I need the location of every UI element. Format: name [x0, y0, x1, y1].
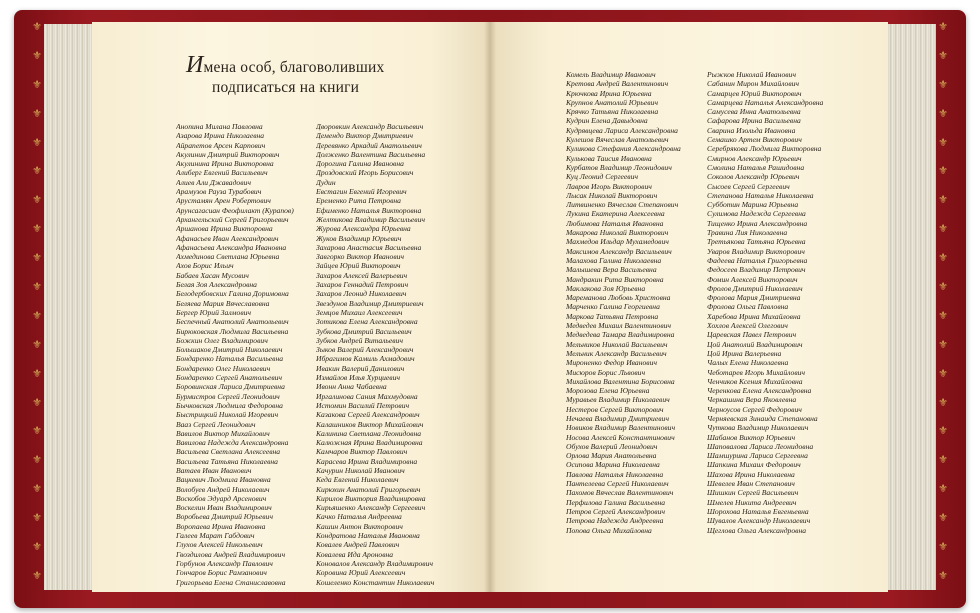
fleur-de-lis-icon: ⚜	[32, 107, 42, 120]
subscriber-name: Григорьева Елена Станиславовна	[176, 577, 286, 587]
subscriber-name: Кретова Андрей Валентинович	[566, 79, 669, 89]
subscriber-name: Лавров Игорь Викторович	[566, 181, 652, 191]
subscriber-name: Маклакова Зоя Юрьевна	[566, 283, 646, 293]
subscriber-name: Шабанов Виктор Юрьевич	[707, 432, 796, 442]
subscriber-name: Соколов Александр Юрьевич	[707, 172, 800, 182]
subscriber-name: Третьякова Татьяна Юрьевна	[707, 237, 806, 247]
subscriber-name: Морозова Елена Юрьевна	[566, 386, 650, 396]
fleur-de-lis-icon: ⚜	[938, 194, 948, 207]
subscriber-name: Перфилова Галина Васильевна	[566, 497, 666, 507]
subscriber-name: Зубкова Дмитрий Васильевич	[316, 326, 412, 336]
subscriber-name: Завгорко Виктор Иванович	[316, 252, 405, 262]
subscriber-name: Калашников Виктор Михайлович	[316, 419, 424, 429]
subscriber-name: Калинина Светлана Леонидовна	[316, 428, 422, 438]
subscriber-name: Вавилова Надежда Александровна	[176, 438, 289, 448]
fleur-de-lis-icon: ⚜	[938, 454, 948, 467]
subscriber-name: Арамузов Рауза Турабович	[176, 187, 262, 197]
subscriber-name: Крячко Татьяна Николаевна	[566, 107, 659, 117]
subscriber-name: Земцов Михаил Алексеевич	[316, 307, 403, 317]
subscriber-name: Сулимова Надежда Сергеевна	[707, 209, 806, 219]
subscriber-name: Медведева Тамара Владимировна	[566, 330, 675, 340]
subscriber-name: Архангельский Сергей Григорьевич	[176, 214, 289, 224]
subscriber-name: Самарцева Наталья Александровна	[707, 97, 824, 107]
subscriber-name: Смолина Наталья Рашидовна	[707, 162, 805, 172]
subscriber-name: Кулешов Вячеслав Анатольевич	[566, 135, 669, 145]
subscriber-name: Щеглова Ольга Александровна	[707, 525, 807, 535]
subscriber-name: Истомин Василий Петрович	[316, 400, 410, 410]
subscriber-name: Кашин Антон Викторович	[316, 521, 403, 531]
fleur-de-lis-icon: ⚜	[32, 541, 42, 554]
subscriber-name: Шахова Ирина Николаевна	[707, 469, 795, 479]
subscriber-name: Фадеева Наталья Григорьевна	[707, 255, 808, 265]
subscriber-name: Быстрицкий Николай Игоревич	[176, 410, 279, 420]
fleur-de-lis-icon: ⚜	[32, 367, 42, 380]
subscriber-name: Качко Наталья Андреевна	[316, 512, 402, 522]
subscriber-name: Фролова Ольга Павловна	[707, 302, 789, 312]
subscriber-name: Качурин Николай Иванович	[316, 465, 405, 475]
subscriber-name: Долженко Валентина Васильевна	[316, 149, 426, 159]
subscriber-name: Марченко Галина Георгиевна	[566, 302, 660, 312]
subscriber-name: Курбатов Владимир Леонидович	[566, 162, 672, 172]
book-gutter	[484, 22, 496, 592]
subscriber-name: Ивакин Валерий Данилович	[316, 363, 405, 373]
subscriber-name: Зубков Андрей Витальевич	[316, 335, 403, 345]
subscriber-name: Степанова Наталья Николаевна	[707, 190, 814, 200]
subscriber-name: Васильева Татьяна Николаевна	[176, 456, 278, 466]
subscriber-name: Цой Анатолий Владимирович	[707, 339, 803, 349]
fleur-de-lis-icon: ⚜	[32, 194, 42, 207]
subscriber-name: Глухов Алексей Никольевич	[176, 540, 263, 550]
subscriber-name: Мельников Николай Васильевич	[566, 339, 668, 349]
subscriber-name: Кирилов Виктория Владимировна	[316, 493, 426, 503]
subscriber-name: Дроздовский Игорь Борисович	[316, 168, 414, 178]
subscriber-name: Павлова Наталья Николаевна	[566, 469, 664, 479]
subscriber-name: Мареманова Любовь Христовна	[566, 293, 671, 303]
subscriber-name: Белая Зоя Александровна	[176, 280, 257, 290]
subscriber-name: Пантелеева Сергей Николаевич	[566, 479, 669, 489]
fleur-de-lis-icon: ⚜	[938, 425, 948, 438]
subscriber-name: Нестеров Сергей Викторович	[566, 404, 664, 414]
subscriber-name: Черенкова Елена Александровна	[707, 386, 812, 396]
subscriber-name: Еременко Рита Петровна	[316, 196, 401, 206]
subscriber-name: Коровина Юрий Алексеевич	[316, 568, 406, 578]
subscriber-name: Крючкова Ирина Юрьевна	[566, 88, 652, 98]
subscriber-name: Воскобов Эдуард Арсенович	[176, 493, 267, 503]
subscriber-name: Лукина Екатерина Алексеевна	[566, 209, 665, 219]
subscriber-name: Вавилов Виктор Михайлович	[176, 428, 270, 438]
subscriber-name: Айрапетов Арсен Карпович	[176, 140, 266, 150]
fleur-de-lis-icon: ⚜	[32, 165, 42, 178]
fleur-de-lis-icon: ⚜	[938, 396, 948, 409]
subscriber-name: Бычковская Людмила Федоровна	[176, 400, 283, 410]
subscriber-name: Комель Владимир Иванович	[566, 70, 656, 79]
subscriber-name: Обухов Валерий Леонидович	[566, 441, 658, 451]
subscriber-name: Мироненко Федор Иванович	[566, 358, 658, 368]
subscriber-name: Петров Сергей Александрович	[566, 506, 666, 516]
subscriber-name: Алиев Али Джавадович	[176, 177, 251, 187]
subscriber-name: Петрова Надежда Андреевна	[566, 516, 664, 526]
fleur-de-lis-icon: ⚜	[938, 338, 948, 351]
subscriber-name: Тищенко Ирина Александровна	[707, 218, 808, 228]
subscriber-name: Захарова Анастасия Васильевна	[316, 242, 422, 252]
heading-initial: И	[186, 52, 204, 78]
subscriber-name: Носова Алексей Константинович	[566, 432, 675, 442]
subscriber-name: Куликова Стефания Александровна	[566, 144, 681, 154]
fleur-de-lis-icon: ⚜	[32, 512, 42, 525]
subscriber-name: Черкашина Вера Яковлевна	[707, 395, 797, 405]
subscriber-name: Крупнов Анатолий Юрьевич	[566, 97, 658, 107]
subscriber-name: Жуков Владимир Юрьевич	[316, 233, 402, 243]
fleur-de-lis-icon: ⚜	[938, 252, 948, 265]
subscriber-name: Травина Лия Николаевна	[707, 228, 788, 238]
subscriber-name: Шамшурина Лариса Сергеевна	[707, 451, 808, 461]
subscriber-name: Фомин Алексей Викторович	[707, 274, 798, 284]
subscriber-name: Акулинин Дмитрий Викторович	[176, 149, 280, 159]
subscriber-name: Афанасьев Иван Александрович	[176, 233, 279, 243]
fleur-de-lis-icon: ⚜	[938, 569, 948, 582]
subscriber-name: Новиков Владимир Валентинович	[566, 423, 676, 433]
subscriber-name: Чуткова Владимир Николаевич	[707, 423, 809, 433]
subscriber-name: Любимова Наталья Ивановна	[566, 218, 664, 228]
names-column-4	[707, 70, 823, 535]
subscriber-name: Литвиненко Вячеслав Степанович	[566, 200, 679, 210]
subscriber-name: Воробьева Дмитрий Юрьевич	[176, 512, 273, 522]
subscriber-name: Алиберг Евгений Васильевич	[176, 168, 268, 178]
subscriber-name: Муравьев Владимир Николаевич	[566, 395, 670, 405]
subscriber-name: Бондаренко Олег Николаевич	[176, 363, 271, 373]
subscriber-name: Лысак Николай Викторович	[566, 190, 658, 200]
fleur-de-lis-icon: ⚜	[32, 21, 42, 33]
subscriber-name: Смирнов Александр Юрьевич	[707, 153, 802, 163]
subscriber-name: Хохлов Алексей Олегович	[707, 321, 788, 331]
subscriber-name: Кудрин Елена Давыдовна	[566, 116, 648, 126]
subscriber-name: Черноусов Сергей Федорович	[707, 404, 802, 414]
fleur-de-lis-icon: ⚜	[938, 512, 948, 525]
subscriber-name: Ковалева Ида Ароновна	[316, 549, 394, 559]
names-column-3	[566, 70, 681, 535]
fleur-de-lis-icon: ⚜	[32, 425, 42, 438]
page-edges-right	[884, 24, 936, 590]
subscriber-name: Осипова Марина Николаевна	[566, 460, 660, 470]
fleur-de-lis-icon: ⚜	[938, 78, 948, 91]
subscriber-name: Сысоев Сергей Сергеевич	[707, 181, 790, 191]
subscriber-name: Серебрякова Людмила Викторовна	[707, 144, 822, 154]
subscriber-name: Ибрагимов Камиль Ахмадович	[316, 354, 415, 364]
right-page	[490, 22, 888, 592]
subscriber-name: Кирьяшенко Александр Сергеевич	[316, 503, 426, 513]
fleur-de-lis-icon: ⚜	[938, 223, 948, 236]
fleur-de-lis-icon: ⚜	[32, 454, 42, 467]
subscriber-name: Воропаева Ирина Ивановна	[176, 521, 266, 531]
subscriber-name: Камчаров Виктор Павлович	[316, 447, 408, 457]
fleur-de-lis-icon: ⚜	[32, 309, 42, 322]
subscriber-name: Вааз Сергей Леонидович	[176, 419, 256, 429]
subscriber-name: Беляева Мария Вячеславовна	[176, 298, 270, 308]
subscriber-name: Царевская Павел Петрович	[707, 330, 797, 340]
subscriber-name: Захаров Алексей Валерьевич	[316, 270, 408, 280]
subscriber-name: Субботин Марина Юрьевна	[707, 200, 799, 210]
subscriber-name: Бергер Юрий Залмович	[176, 307, 252, 317]
fleur-de-lis-icon: ⚜	[938, 165, 948, 178]
subscriber-name: Черняевская Зинаида Степановна	[707, 413, 818, 423]
subscriber-name: Самарцев Юрий Викторович	[707, 88, 802, 98]
subscriber-name: Боровинская Лариса Дмитриевна	[176, 382, 285, 392]
fleur-de-lis-icon: ⚜	[32, 396, 42, 409]
subscriber-name: Беспечный Анатолий Анатольевич	[176, 317, 289, 327]
subscriber-name: Самусева Инна Анатольевна	[707, 107, 801, 117]
subscriber-name: Зыков Валерий Александрович	[316, 345, 414, 355]
subscriber-name: Орлова Мария Анатольевна	[566, 451, 657, 461]
fleur-de-lis-icon: ⚜	[938, 49, 948, 62]
subscriber-name: Воскелин Иван Владимирович	[176, 503, 272, 513]
subscriber-name: Нечаева Владимир Дмитриевич	[566, 413, 669, 423]
subscriber-name: Галеев Марат Габдович	[176, 531, 255, 541]
subscriber-name: Ченчиков Ксения Михайловна	[707, 376, 803, 386]
subscriber-name: Казакова Сергей Александрович	[316, 410, 420, 420]
subscriber-name: Арунсагасиан Феофилакт (Курапов)	[176, 205, 294, 215]
fleur-de-lis-icon: ⚜	[32, 49, 42, 62]
subscriber-name: Шмелев Никита Андреевич	[707, 497, 797, 507]
subscriber-name: Медведев Михаил Валентинович	[566, 321, 672, 331]
subscriber-name: Горбунов Александр Павлович	[176, 558, 273, 568]
subscriber-name: Измайлов Илья Хурциевич	[316, 373, 401, 383]
subscriber-name: Иргалинова Сания Махмудовна	[316, 391, 418, 401]
subscriber-name: Попова Ольга Михайловна	[566, 525, 652, 535]
subscriber-name: Зайцев Юрий Викторович	[316, 261, 401, 271]
subscriber-name: Кеда Евгений Николаевич	[316, 475, 399, 485]
heading-line-2: подписаться на книги	[212, 79, 360, 96]
fleur-de-lis-icon: ⚜	[938, 483, 948, 496]
subscriber-name: Демендо Виктор Дмитриевич	[316, 131, 414, 141]
cover-ornament-right	[936, 22, 950, 582]
subscriber-name: Шишкин Сергей Васильевич	[707, 488, 799, 498]
subscriber-name: Захаров Геннадий Петрович	[316, 280, 409, 290]
fleur-de-lis-icon: ⚜	[32, 252, 42, 265]
subscriber-name: Васильева Светлана Алексеевна	[176, 447, 281, 457]
fleur-de-lis-icon: ⚜	[32, 338, 42, 351]
subscriber-name: Гончаров Борис Рамзанович	[176, 568, 267, 578]
subscriber-name: Аршанова Ирина Викторовна	[176, 224, 273, 234]
subscriber-name: Ефименко Наталья Викторовна	[316, 205, 422, 215]
subscriber-name: Махмедов Ильдар Мухамедович	[566, 237, 669, 247]
fleur-de-lis-icon: ⚜	[938, 541, 948, 554]
subscriber-name: Звездунов Владимир Дмитриевич	[316, 298, 424, 308]
subscriber-name: Дорогина Галина Ивановна	[316, 159, 404, 169]
fleur-de-lis-icon: ⚜	[938, 367, 948, 380]
subscriber-name: Чалых Елена Николаевна	[707, 358, 789, 368]
subscriber-name: Вацкевич Людмила Ивановна	[176, 475, 271, 485]
fleur-de-lis-icon: ⚜	[32, 78, 42, 91]
fleur-de-lis-icon: ⚜	[938, 107, 948, 120]
subscriber-name: Сабанин Мирон Михайлович	[707, 79, 800, 89]
subscriber-name: Харебова Ирина Михайловна	[707, 311, 801, 321]
subscriber-name: Акулинина Ирина Викторовна	[176, 159, 274, 169]
page-edges-left	[44, 24, 96, 590]
subscriber-name: Кулькова Таисия Ивановна	[566, 153, 652, 163]
subscriber-name: Бурмистров Сергей Леонидович	[176, 391, 280, 401]
page-heading	[186, 52, 446, 98]
fleur-de-lis-icon: ⚜	[938, 309, 948, 322]
subscriber-name: Федосеев Владимир Петрович	[707, 265, 806, 275]
subscriber-name: Божкин Олег Владимирович	[176, 335, 268, 345]
fleur-de-lis-icon: ⚜	[938, 281, 948, 294]
subscriber-name: Рыжков Николай Иванович	[707, 70, 796, 79]
subscriber-name: Евстагин Евгений Игоревич	[316, 187, 407, 197]
subscriber-name: Сафарова Ирина Васильевна	[707, 116, 801, 126]
subscriber-name: Семашко Артем Викторович	[707, 135, 802, 145]
fleur-de-lis-icon: ⚜	[938, 21, 948, 33]
subscriber-name: Кудрявцева Лариса Александровна	[566, 125, 678, 135]
subscriber-name: Дудин	[316, 177, 336, 187]
subscriber-name: Маркова Татьяна Петровна	[566, 311, 659, 321]
subscriber-name: Большаков Дмитрий Николаевич	[176, 345, 283, 355]
names-column-2	[316, 122, 434, 587]
subscriber-name: Фролова Мария Дмитриевна	[707, 293, 801, 303]
subscriber-name: Ахмединова Светлана Юрьевна	[176, 252, 280, 262]
subscriber-name: Карасева Ирина Владимировна	[316, 456, 418, 466]
subscriber-name: Желтикова Владимир Васильевич	[316, 214, 426, 224]
subscriber-name: Бабаев Хасан Мусович	[176, 270, 249, 280]
subscriber-name: Михайлова Валентина Борисовна	[566, 376, 675, 386]
subscriber-name: Анопина Милана Павловна	[176, 122, 263, 131]
subscriber-name: Пахомов Вячеслав Валентинович	[566, 488, 674, 498]
subscriber-name: Деревянко Аркадий Анатольевич	[316, 140, 422, 150]
subscriber-name: Уваров Владимир Викторович	[707, 246, 805, 256]
subscriber-name: Цой Ирина Валерьевна	[707, 348, 782, 358]
subscriber-name: Зотикова Елена Александровна	[316, 317, 418, 327]
fleur-de-lis-icon: ⚜	[32, 569, 42, 582]
subscriber-name: Фролов Дмитрий Николаевич	[707, 283, 803, 293]
subscriber-name: Малышева Вера Васильевна	[566, 265, 657, 275]
cover-ornament-left	[30, 22, 44, 582]
subscriber-name: Бирюковская Людмила Васильевна	[176, 326, 289, 336]
fleur-de-lis-icon: ⚜	[938, 136, 948, 149]
fleur-de-lis-icon: ⚜	[32, 136, 42, 149]
subscriber-name: Кирюхин Анатолий Григорьевич	[316, 484, 421, 494]
subscriber-name: Журова Александра Юрьевна	[316, 224, 411, 234]
names-column-1	[176, 122, 294, 587]
subscriber-name: Калюжная Ирина Владимировна	[316, 438, 423, 448]
fleur-de-lis-icon: ⚜	[32, 281, 42, 294]
subscriber-name: Белодербовских Галина Доримовна	[176, 289, 289, 299]
subscriber-name: Шаповалова Лариса Леонидовна	[707, 441, 814, 451]
subscriber-name: Азарова Ирина Николаевна	[176, 131, 265, 141]
fleur-de-lis-icon: ⚜	[32, 223, 42, 236]
subscriber-name: Чеботарев Игорь Михайлович	[707, 367, 806, 377]
subscriber-name: Малахова Галина Николаевна	[566, 255, 662, 265]
subscriber-name: Ватаев Иван Иванович	[176, 465, 252, 475]
subscriber-name: Ахов Борис Ильич	[176, 261, 234, 271]
heading-line-1: мена особ, благоволивших	[203, 59, 385, 76]
subscriber-name: Бондаренко Сергей Анатольевич	[176, 373, 283, 383]
subscriber-name: Макарова Николай Викторович	[566, 228, 669, 238]
subscriber-name: Ивонн Анна Чабаевна	[316, 382, 387, 392]
subscriber-name: Коновалов Александр Владимирович	[316, 558, 434, 568]
subscriber-name: Гвоздилова Андрей Владимирович	[176, 549, 286, 559]
subscriber-name: Афанасьева Александра Ивановна	[176, 242, 287, 252]
subscriber-name: Захаров Леонид Николаевич	[316, 289, 407, 299]
subscriber-name: Куц Леонид Сергеевич	[566, 172, 638, 182]
subscriber-name: Ковалев Андрей Павлович	[316, 540, 400, 550]
subscriber-name: Шевелев Иван Степанович	[707, 479, 795, 489]
subscriber-name: Арустамян Арен Робертович	[176, 196, 271, 206]
subscriber-name: Волобуев Андрей Николаевич	[176, 484, 270, 494]
subscriber-name: Мандракин Рита Викторовна	[566, 274, 664, 284]
subscriber-name: Шапкина Михаил Федорович	[707, 460, 801, 470]
subscriber-name: Шувалов Александр Николаевич	[707, 516, 811, 526]
subscriber-name: Шорохова Наталья Евгеньевна	[707, 506, 809, 516]
subscriber-name: Бондаренко Наталья Васильевна	[176, 354, 284, 364]
subscriber-name: Мельник Александр Васильевич	[566, 348, 667, 358]
subscriber-name: Мисюров Борис Львович	[566, 367, 646, 377]
subscriber-name: Дворовкин Александр Васильевич	[316, 122, 424, 131]
subscriber-name: Кондратова Наталья Ивановна	[316, 531, 420, 541]
subscriber-name: Сварина Изольда Ивановна	[707, 125, 796, 135]
subscriber-name: Кошеленко Константин Николаевич	[316, 577, 435, 587]
fleur-de-lis-icon: ⚜	[32, 483, 42, 496]
subscriber-name: Максимов Александр Васильевич	[566, 246, 672, 256]
